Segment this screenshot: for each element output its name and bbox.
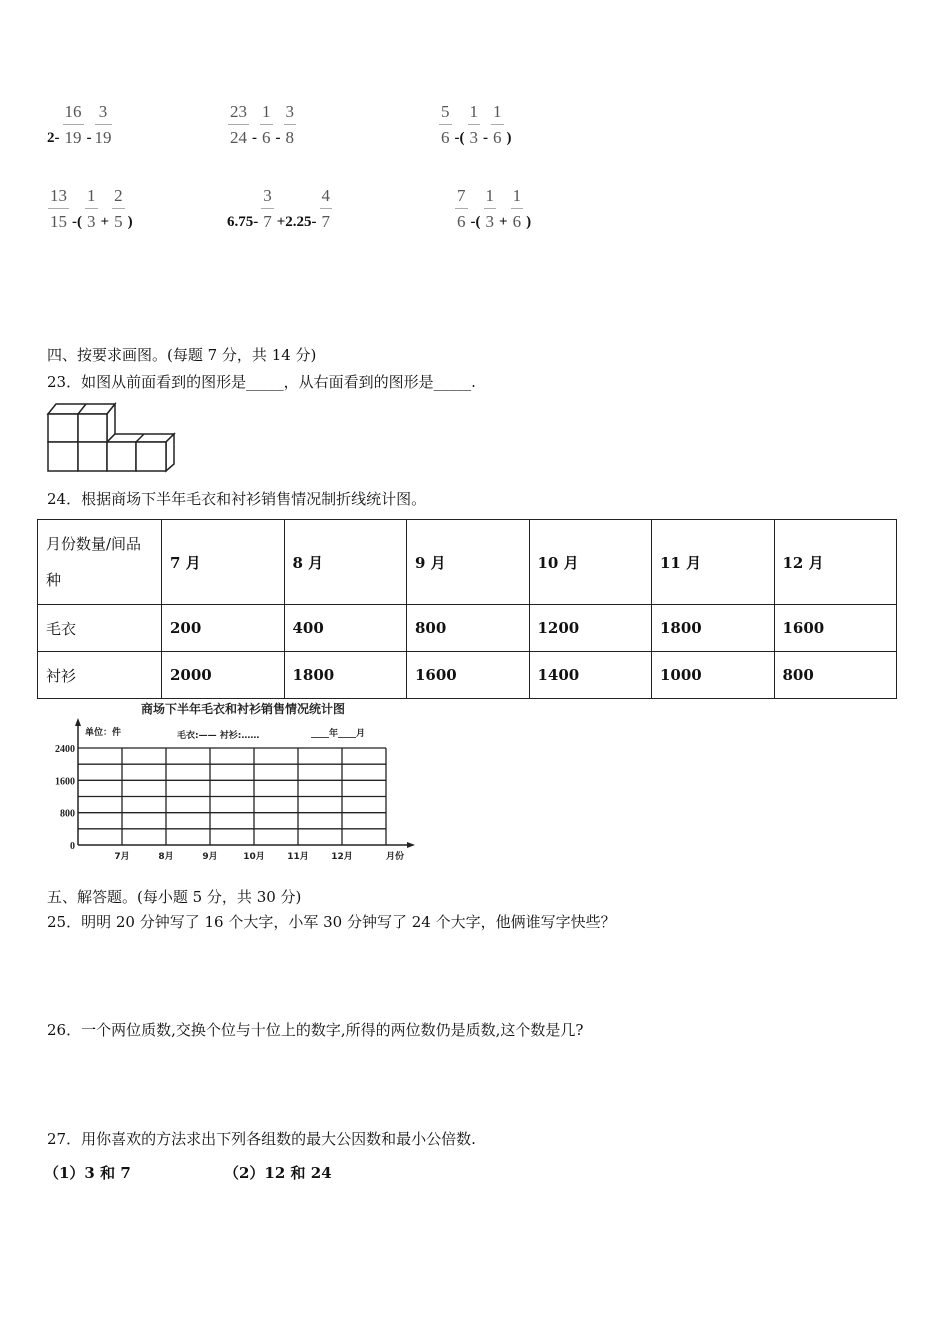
operator: ) xyxy=(127,214,133,230)
x-axis-arrow xyxy=(407,842,415,848)
numerator: 1 xyxy=(469,102,478,121)
numerator: 2 xyxy=(114,186,123,205)
fraction-bar xyxy=(260,124,273,125)
operator: - xyxy=(275,130,281,146)
fraction xyxy=(112,186,125,232)
denominator: 19 xyxy=(64,128,82,147)
fraction xyxy=(284,102,297,148)
operator: - xyxy=(86,130,92,146)
denominator: 7 xyxy=(321,212,331,231)
fraction-bar xyxy=(455,208,468,209)
denominator: 6 xyxy=(457,212,466,231)
fraction-bar xyxy=(511,208,524,209)
fraction-bar xyxy=(468,124,481,125)
cube-face xyxy=(48,442,78,471)
fraction xyxy=(468,102,481,148)
x-tick-label: 7月 xyxy=(114,852,130,862)
operator: - xyxy=(483,130,488,146)
operator: - xyxy=(252,130,257,146)
denominator: 5 xyxy=(114,212,123,231)
numerator: 3 xyxy=(98,102,108,121)
y-tick-label: 800 xyxy=(60,808,75,820)
operator: 2- xyxy=(47,130,60,146)
operator: -( xyxy=(454,130,465,146)
expression-3 xyxy=(437,102,513,148)
table-header-cell: 月份数量/间品种 xyxy=(38,520,162,605)
fraction xyxy=(48,186,69,232)
table-cell: 1200 xyxy=(529,605,652,652)
numerator: 13 xyxy=(50,186,67,205)
y-tick-label: 2400 xyxy=(55,744,75,755)
fraction-bar xyxy=(320,208,333,209)
denominator: 24 xyxy=(230,128,247,147)
x-tick-label: 12月 xyxy=(331,852,353,862)
question-27-part-2: （2）12 和 24 xyxy=(224,1164,332,1182)
numerator: 16 xyxy=(64,102,82,121)
fraction xyxy=(511,186,524,232)
numerator: 1 xyxy=(485,186,494,205)
fraction xyxy=(85,186,98,232)
numerator: 3 xyxy=(285,102,294,121)
cube-face xyxy=(78,442,107,471)
fraction-bar xyxy=(491,124,504,125)
numerator: 3 xyxy=(263,186,272,205)
table-header-cell: 10 月 xyxy=(529,520,652,605)
blank-line-chart xyxy=(45,698,420,864)
fraction xyxy=(484,186,497,232)
fraction-bar xyxy=(261,208,274,209)
table-cell: 800 xyxy=(407,605,530,652)
numerator: 5 xyxy=(441,102,450,121)
denominator: 3 xyxy=(485,212,494,231)
fraction xyxy=(228,102,249,148)
x-tick-label: 10月 xyxy=(243,852,265,862)
fraction xyxy=(455,186,468,232)
question-26: 26．一个两位质数,交换个位与十位上的数字,所得的两位数仍是质数,这个数是几? xyxy=(47,1021,584,1039)
operator: ) xyxy=(506,130,512,146)
table-header-cell: 8 月 xyxy=(284,520,407,605)
operator: 6.75- xyxy=(227,214,259,230)
section-4-heading: 四、按要求画图。(每题 7 分，共 14 分) xyxy=(47,346,317,364)
operator: + xyxy=(100,214,110,230)
fraction-bar xyxy=(228,124,249,125)
table-row xyxy=(38,605,897,652)
numerator: 1 xyxy=(493,102,502,121)
cube-face xyxy=(107,442,136,471)
fraction xyxy=(63,102,84,148)
expression-5 xyxy=(226,186,334,232)
numerator: 1 xyxy=(87,186,96,205)
table-cell: 1600 xyxy=(407,652,530,699)
fraction-bar xyxy=(284,124,297,125)
table-header-cell: 7 月 xyxy=(162,520,285,605)
fraction-bar xyxy=(95,124,112,125)
operator: +2.25- xyxy=(276,214,317,230)
table-cell: 毛衣 xyxy=(38,605,162,652)
operator: -( xyxy=(470,214,481,230)
denominator: 6 xyxy=(441,128,450,147)
table-cell: 1800 xyxy=(652,605,775,652)
fraction-bar xyxy=(112,208,125,209)
expression-6 xyxy=(453,186,532,232)
table-header-cell: 11 月 xyxy=(652,520,775,605)
section-5-heading: 五、解答题。(每小题 5 分，共 30 分) xyxy=(47,888,302,906)
x-tick-label: 11月 xyxy=(287,852,309,862)
expression-1 xyxy=(46,102,114,148)
table-cell: 1000 xyxy=(652,652,775,699)
fraction-bar xyxy=(85,208,98,209)
denominator: 8 xyxy=(285,128,294,147)
fraction-bar xyxy=(439,124,452,125)
denominator: 6 xyxy=(512,212,522,231)
fraction-bar xyxy=(63,124,84,125)
question-25: 25．明明 20 分钟写了 16 个大字，小军 30 分钟写了 24 个大字，他俩谁写字快些？ xyxy=(47,913,616,931)
table-cell: 200 xyxy=(162,605,285,652)
question-27-part-1: （1）3 和 7 xyxy=(44,1164,131,1182)
fraction xyxy=(491,102,504,148)
fraction xyxy=(95,102,112,148)
chart-date: ____年____月 xyxy=(311,729,366,739)
denominator: 7 xyxy=(263,212,272,231)
fraction xyxy=(439,102,452,148)
y-axis-arrow xyxy=(75,718,81,726)
table-cell: 1800 xyxy=(284,652,407,699)
cube-face xyxy=(78,414,107,442)
numerator: 4 xyxy=(321,186,331,205)
numerator: 1 xyxy=(512,186,522,205)
table-header-cell: 12 月 xyxy=(774,520,897,605)
table-cell: 400 xyxy=(284,605,407,652)
cube-face xyxy=(48,414,78,442)
x-tick-label: 8月 xyxy=(158,852,174,862)
table-cell: 1600 xyxy=(774,605,897,652)
fraction xyxy=(320,186,333,232)
cube-figure xyxy=(44,400,179,476)
numerator: 7 xyxy=(457,186,466,205)
x-axis-label: 月份 xyxy=(386,852,405,862)
denominator: 6 xyxy=(262,128,271,147)
denominator: 19 xyxy=(94,128,112,147)
chart-unit: 单位：件 xyxy=(85,728,122,738)
y-tick-label: 0 xyxy=(70,841,75,852)
chart-title: 商场下半年毛衣和衬衫销售情况统计图 xyxy=(140,702,346,716)
fraction xyxy=(261,186,274,232)
denominator: 3 xyxy=(87,212,96,231)
fraction-bar xyxy=(48,208,69,209)
denominator: 3 xyxy=(469,128,478,147)
fraction-bar xyxy=(484,208,497,209)
operator: -( xyxy=(72,214,82,230)
operator: ) xyxy=(526,214,532,230)
denominator: 6 xyxy=(493,128,502,147)
x-tick-label: 9月 xyxy=(202,852,218,862)
fraction xyxy=(260,102,273,148)
cube-face xyxy=(136,442,166,471)
table-cell: 2000 xyxy=(162,652,285,699)
table-cell: 衬衫 xyxy=(38,652,162,699)
sales-table xyxy=(37,519,897,699)
question-27: 27．用你喜欢的方法求出下列各组数的最大公因数和最小公倍数. xyxy=(47,1130,476,1148)
expression-4 xyxy=(46,186,134,232)
operator: + xyxy=(499,214,508,230)
table-header-cell: 9 月 xyxy=(407,520,530,605)
denominator: 15 xyxy=(50,212,67,231)
numerator: 1 xyxy=(262,102,271,121)
table-cell: 1400 xyxy=(529,652,652,699)
table-row xyxy=(38,652,897,699)
numerator: 23 xyxy=(230,102,247,121)
table-cell: 800 xyxy=(774,652,897,699)
table-header-row xyxy=(38,520,897,605)
question-23: 23．如图从前面看到的图形是_____，从右面看到的图形是_____. xyxy=(47,373,476,391)
question-24: 24．根据商场下半年毛衣和衬衫销售情况制折线统计图。 xyxy=(47,490,427,508)
chart-legend: 毛衣:—— 衬衫:…… xyxy=(177,731,260,741)
y-tick-label: 1600 xyxy=(55,776,75,788)
expression-2 xyxy=(226,102,298,148)
